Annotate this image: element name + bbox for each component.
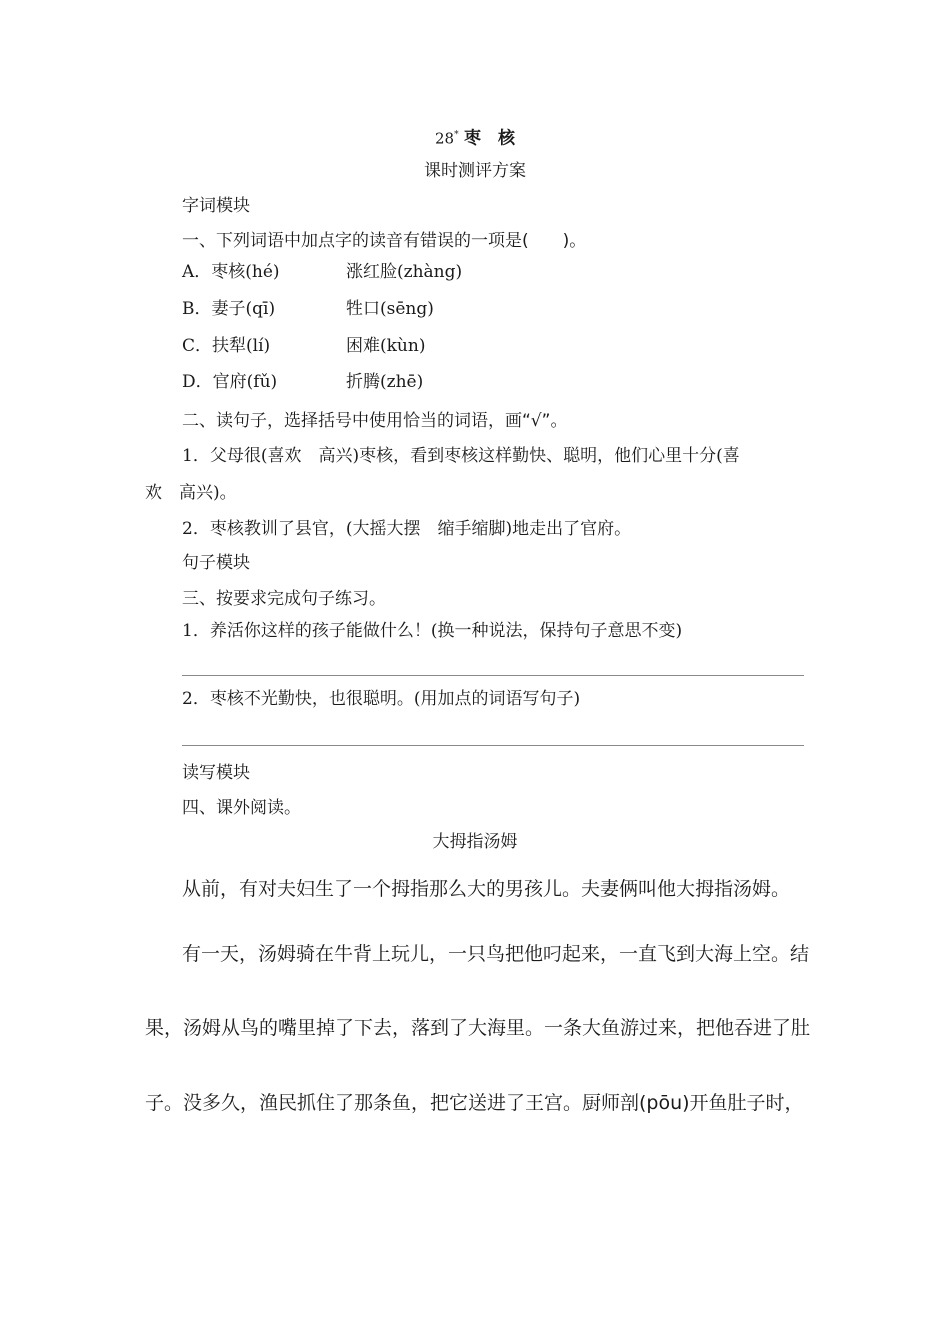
lesson-mark: * — [454, 130, 459, 140]
question-3-item-2: 2．枣核不光勤快，也很聪明。(用加点的词语写句子) — [182, 689, 581, 709]
page-subtitle: 课时测评方案 — [424, 161, 526, 181]
option-label: D． — [182, 372, 213, 392]
question-1-stem: 一、下列词语中加点字的读音有错误的一项是( )。 — [182, 231, 587, 251]
option-a — [182, 261, 802, 283]
passage-paragraph-1: 从前，有对夫妇生了一个拇指那么大的男孩儿。夫妻俩叫他大拇指汤姆。 — [182, 878, 791, 900]
question-3-item-1: 1．养活你这样的孩子能做什么！(换一种说法，保持句子意思不变) — [182, 621, 683, 641]
option-label: A． — [182, 262, 212, 282]
question-4-stem: 四、课外阅读。 — [182, 798, 301, 818]
lesson-number: 28 — [435, 129, 455, 148]
passage-title: 大拇指汤姆 — [432, 832, 518, 852]
option-word-1: 枣核(hé) — [211, 262, 280, 282]
module-heading-words: 字词模块 — [182, 196, 250, 216]
option-word-1: 扶犁(lí) — [212, 336, 271, 356]
option-label: C． — [182, 336, 213, 356]
question-2-item-2: 2．枣核教训了县官，(大摇大摆 缩手缩脚)地走出了官府。 — [182, 519, 632, 539]
question-2-stem: 二、读句子，选择括号中使用恰当的词语，画“√”。 — [182, 411, 568, 431]
option-word-2: 困难(kùn) — [346, 336, 426, 356]
lesson-title — [0, 124, 950, 150]
option-b — [182, 298, 802, 320]
passage-paragraph-2-line-1: 有一天，汤姆骑在牛背上玩儿，一只鸟把他叼起来，一直飞到大海上空。结 — [182, 943, 810, 965]
passage-paragraph-2-line-2: 果，汤姆从鸟的嘴里掉了下去，落到了大海里。一条大鱼游过来，把他吞进了肚 — [145, 1017, 811, 1039]
passage-paragraph-2-line-3: 子。没多久，渔民抓住了那条鱼，把它送进了王宫。厨师剖(pōu)开鱼肚子时， — [145, 1092, 804, 1114]
option-word-2: 涨红脸(zhàng) — [346, 262, 463, 282]
option-word-2: 折腾(zhē) — [346, 372, 424, 392]
lesson-name: 枣 核 — [464, 128, 515, 149]
option-c — [182, 335, 802, 357]
module-heading-sentences: 句子模块 — [182, 553, 250, 573]
module-heading-reading: 读写模块 — [182, 763, 250, 783]
question-2-item-1: 1．父母很(喜欢 高兴)枣核，看到枣核这样勤快、聪明，他们心里十分(喜 — [182, 446, 740, 466]
answer-line-2[interactable] — [182, 745, 804, 746]
answer-line-1[interactable] — [182, 675, 804, 676]
question-2-item-1-cont: 欢 高兴)。 — [145, 483, 237, 503]
option-word-2: 牲口(sēng) — [346, 299, 434, 319]
option-word-1: 官府(fǔ) — [212, 372, 278, 392]
question-3-stem: 三、按要求完成句子练习。 — [182, 589, 386, 609]
option-d — [182, 371, 802, 393]
option-word-1: 妻子(qī) — [211, 299, 276, 319]
option-label: B． — [182, 299, 212, 319]
